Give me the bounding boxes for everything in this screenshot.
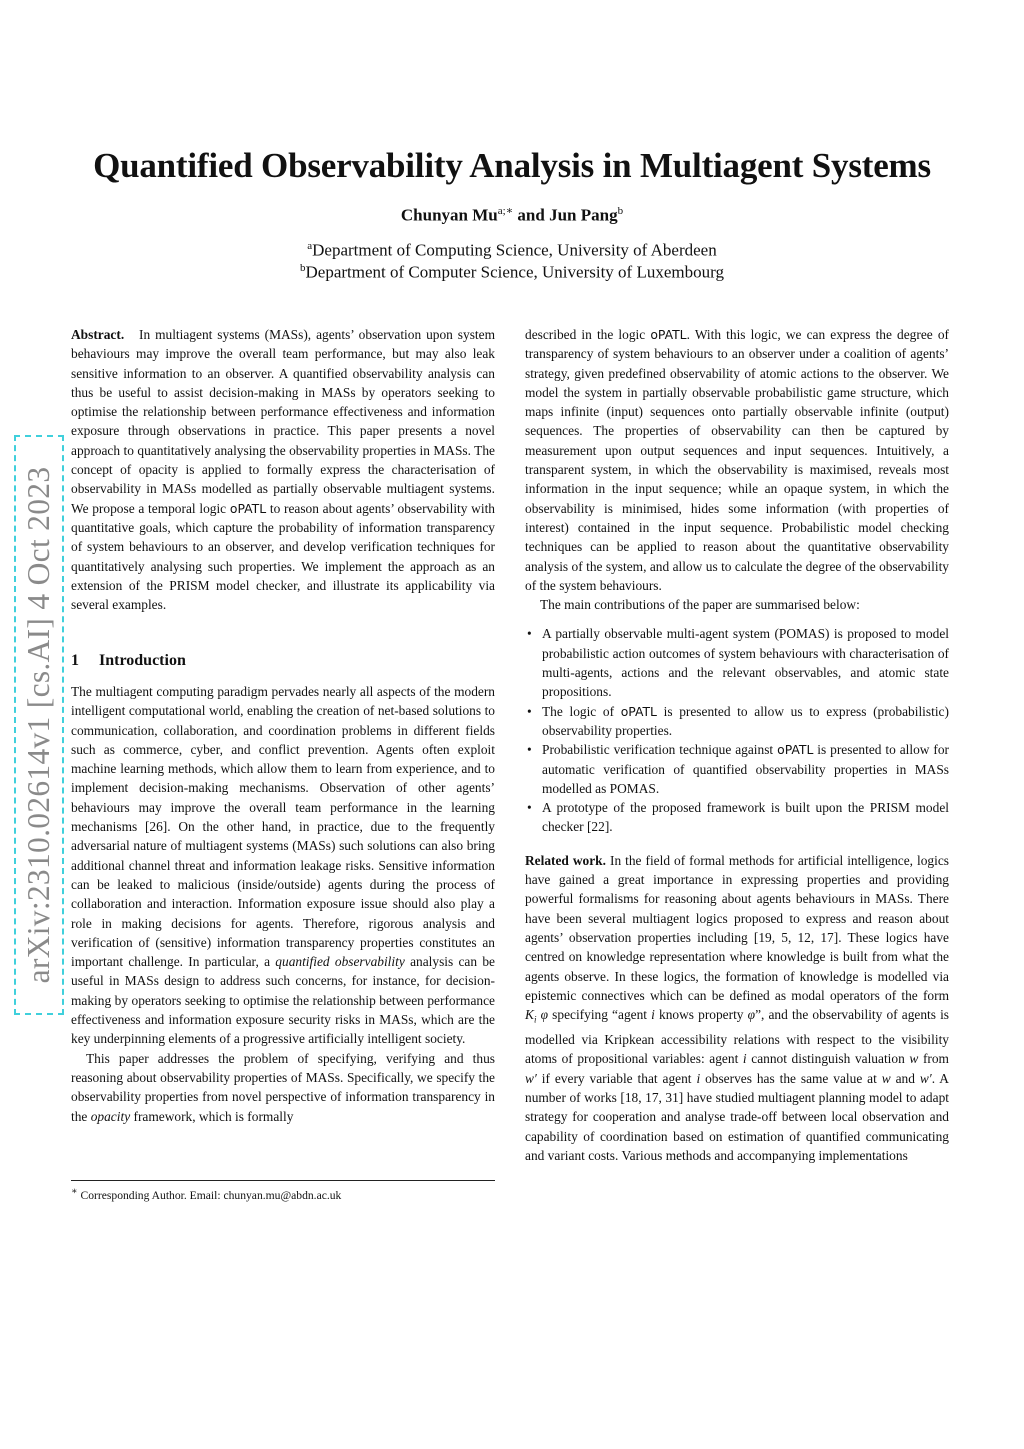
list-item [525, 798, 949, 837]
paragraph [71, 1049, 495, 1126]
list-item-text: The logic of [542, 703, 615, 719]
math-symbol: w′ [919, 1070, 932, 1086]
arxiv-stamp[interactable]: arXiv:2310.02614v1 [cs.AI] 4 Oct 2023 [14, 435, 64, 1015]
author-name: Chunyan Mu [400, 205, 498, 225]
paragraph-text: analysis can be useful in MASs design to address such concerns, for instance, for decision-making by operators seeking to optimise the relationship between performance effectiveness and information exposure security risks in MASs, which are the key underpinning elements of a progressive artificially intelligent society. [71, 954, 495, 1047]
list-item-text: is presented to allow for automatic verification of quantified observability properties in MASs modelled as POMAS. [542, 742, 950, 796]
contributions-list [525, 624, 949, 836]
logic-name: oPATL [229, 500, 267, 516]
logic-name: oPATL [650, 327, 687, 342]
footnote-text: Corresponding Author. Email: chunyan.mu@abdn.ac.uk [80, 1188, 342, 1202]
author-affil-mark: a;∗ [497, 205, 514, 217]
paragraph-text: ”, and the observability of agents is modelled via Kripkean accessibility relations with respect to the visibility atoms of propositional variables: agent [525, 1007, 950, 1067]
section-title: Introduction [99, 652, 186, 669]
paragraph-text: The multiagent computing paradigm pervades nearly all aspects of the modern intelligent computational world, enabling the creation of net-based solutions to communication, collaboration, and coordination problems in different fields such as commerce, cyber, and conflict prevention. Agents often exploit machine learning methods, which allow them to learn from experience, and to implement decision-making mechanisms. Observation of other agents’ behaviours may improve the overall team performance in the learning mechanisms [26]. On the other hand, in practice, due to the frequently adversarial nature of multiagent systems (MASs) such solutions can also bring additional channel threat and information leakage risks. Sensitive information can be leaked to malicious (inside/outside) agents during the process of collaboration and interaction. Information exposure issue should also play a role in making decisions for agents. Therefore, rigorous analysis and verification of (sensitive) information transparency properties constitutes an important challenge. In particular, a [71, 684, 495, 970]
affil-text: Department of Computing Science, University of Aberdeen [312, 240, 717, 260]
paragraph [525, 325, 949, 595]
emphasis: opacity [90, 1108, 131, 1124]
abstract-label: Abstract. [71, 327, 125, 342]
paragraph-text: if every variable that agent [541, 1070, 692, 1086]
affil-text: Department of Computer Science, University of Luxembourg [305, 262, 724, 282]
paragraph-text: In the field of formal methods for artificial intelligence, logics have gained a great importance in expressing properties and providing powerful formalisms for reasoning about agents behaviours in MASs. There have been several multiagent logics proposed to express and reason about agents’ observation properties including [19, 5, 12, 17]. These logics have centred on knowledge representation where knowledge is built from what the agents observe. In these logics, the formation of knowledge is modelled via epistemic connectives which can be defined as modal operators of the form [525, 852, 949, 1003]
list-item [525, 740, 949, 798]
paragraph-text: framework, which is formally [133, 1108, 294, 1124]
math-symbol: w [909, 1051, 919, 1067]
authors-line [0, 204, 1024, 226]
footnote-rule [71, 1180, 495, 1181]
paragraph-text: from [922, 1051, 949, 1067]
list-item-text: A prototype of the proposed framework is built upon the PRISM model checker [22]. [542, 800, 949, 835]
paragraph-text: . A number of works [18, 17, 31] have studied multiagent planning model to adapt strategy for cooperation and analyse trade-off between local observation and capability of coordination based on estimation of quantified communicating and variant costs. Various methods and accompanying implementations [525, 1070, 949, 1163]
paragraph-text: and [895, 1070, 915, 1086]
paragraph [71, 682, 495, 1049]
math-symbol: w′ [525, 1070, 537, 1086]
emphasis: quantified observability [275, 954, 405, 970]
paragraph-text: observes has the same value at [705, 1070, 877, 1086]
math-symbol: φ [747, 1007, 756, 1023]
paragraph-text: specifying “agent [552, 1007, 648, 1023]
list-item-text: Probabilistic verification technique against [542, 742, 774, 758]
contributions-intro: The main contributions of the paper are summarised below: [540, 597, 860, 613]
paper-title: Quantified Observability Analysis in Multiagent Systems [93, 146, 931, 185]
abstract [71, 325, 495, 614]
section-number: 1 [71, 652, 79, 669]
list-item [525, 702, 949, 741]
abstract-text: to reason about agents’ observability with quantitative goals, which capture the probability of information transparency of system behaviours to an observer, and develop verification techniques for quantitatively analysing such properties. We implement the approach as an extension of the PRISM model checker, and illustrate its applicability via several examples. [71, 500, 495, 613]
math-symbol: i [651, 1007, 655, 1023]
paragraph-text: This paper addresses the problem of specifying, verifying and thus reasoning about observability properties of MASs. Specifically, we specify the observability properties from novel perspective of information transparency in the [71, 1050, 495, 1124]
affiliation-b [0, 262, 1024, 283]
related-work-label: Related work. [525, 852, 606, 868]
related-work-paragraph [525, 851, 949, 1165]
paragraph-text: knows property [659, 1007, 744, 1023]
math-symbol: i [742, 1051, 747, 1067]
author-affil-mark: b [617, 205, 624, 217]
affil-mark: a [307, 240, 313, 252]
footnote-mark: ∗ [71, 1186, 78, 1197]
right-column [525, 325, 949, 1165]
paragraph-text: cannot distinguish valuation [751, 1051, 905, 1067]
math-symbol: i [696, 1070, 701, 1086]
logic-name: oPATL [777, 742, 814, 758]
logic-name: oPATL [620, 703, 657, 719]
section-heading-introduction [71, 652, 186, 670]
abstract-text: In multiagent systems (MASs), agents’ observation upon system behaviours may improve the overall team performance, but may also leak sensitive information to an observer. A quantified observability analysis can thus be useful to assist decision-making in MASs by operators seeking to optimise the relationship between performance effectiveness and information exposure through observations in practice. This paper presents a novel approach to quantitatively analysing the observability properties in MASs. The concept of opacity is applied to formally express the characterisation of observability in MASs modelled as partially observable multiagent systems. We propose a temporal logic [71, 327, 495, 516]
affil-mark: b [300, 262, 306, 274]
math-symbol: i [533, 1014, 537, 1025]
math-symbol: w [881, 1070, 891, 1086]
math-symbol: φ [540, 1007, 549, 1023]
list-item-text: is presented to allow us to express (probabilistic) observability properties. [542, 703, 949, 738]
introduction-body [71, 682, 495, 1126]
author-conjunction: and [513, 205, 550, 225]
list-item [525, 624, 949, 701]
list-item-text: A partially observable multi-agent system (POMAS) is proposed to model probabilistic action outcomes of system behaviours with characterisation of multi-agents, actions and the relevant observables, and atomic state propositions. [542, 626, 949, 700]
paragraph-text: described in the logic [525, 327, 646, 342]
author-name: Jun Pang [549, 205, 618, 225]
math-symbol: K [525, 1007, 534, 1023]
footnote [71, 1186, 495, 1202]
affiliation-a [0, 240, 1024, 261]
paragraph-text: . With this logic, we can express the degree of transparency of system behaviours to an observer under a coalition of agents’ strategy, given predefined observability of atomic actions to the observer. We model the system in partially observable probabilistic game structure, which maps infinite (input) sequences onto partially observable infinite (output) sequences. The properties of observability can then be captured by measurement upon output sequences and input sequences. Intuitively, a transparent system, in which the observability is maximised, reveals most information in the input sequence; while an opaque system, in which the observability is minimised, hides some information (with properties of interest) contained in the input sequence. Probabilistic model checking techniques can be applied to reason about the quantitative observability analysis of the system, and allow us to calculate the degree of the observability of the system behaviours. [525, 327, 949, 593]
